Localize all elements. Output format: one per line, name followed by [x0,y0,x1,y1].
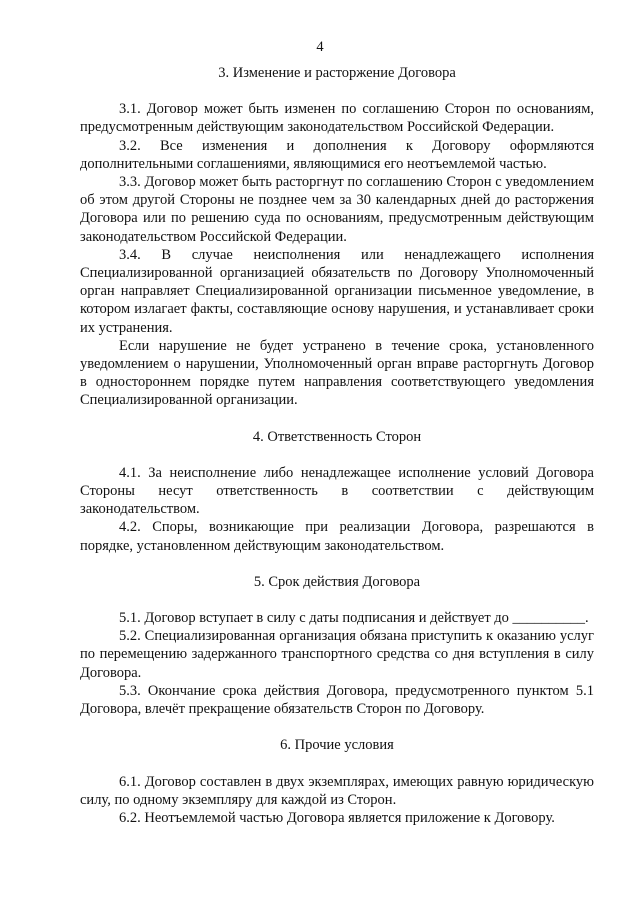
clause-3-2: 3.2. Все изменения и дополнения к Договору оформляются дополнительными соглашениями, являющимися его неотъемлемой частью. [80,137,594,172]
clause-3-3: 3.3. Договор может быть расторгнут по соглашению Сторон с уведомлением об этом другой Стороны не позднее чем за 30 календарных дней до расторжения Договора или по решению суда по основаниям, предусмотренным действующим законодательством Российской Федерации. [80,174,594,245]
section-title: 5. Срок действия Договора [253,573,421,590]
section-title: 4. Ответственность Сторон [252,428,422,445]
section-3-amendment-termination [80,64,594,410]
clause-3-4-continued: Если нарушение не будет устранено в течение срока, установленного уведомлением о нарушении, Уполномоченный орган вправе расторгнуть Договор в одностороннем порядке путем направления соответствующего уведомления Специализированной организации. [80,337,594,409]
section-5-term [80,573,594,718]
section-6-other-terms [80,736,594,827]
clause-3-4: 3.4. В случае неисполнения или ненадлежащего исполнения Специализированной организацией обязательств по Договору Уполномоченный орган направляет Специализированной организации письменное уведомление, в котором излагает факты, составляющие основу нарушения, и устанавливает сроки их устранения. [80,246,594,336]
clause-6-1: 6.1. Договор составлен в двух экземплярах, имеющих равную юридическую силу, по одному экземпляру для каждой из Сторон. [80,773,594,808]
clause-4-2: 4.2. Споры, возникающие при реализации Договора, разрешаются в порядке, установленном действующим законодательством. [80,519,594,554]
clause-5-2: 5.2. Специализированная организация обязана приступить к оказанию услуг по перемещению задержанного транспортного средства со дня вступления в силу Договора. [80,628,594,681]
section-title: 6. Прочие условия [280,737,394,754]
clause-5-3: 5.3. Окончание срока действия Договора, предусмотренного пунктом 5.1 Договора, влечёт прекращение обязательств Сторон по Договору. [80,682,594,718]
clause-5-1: 5.1. Договор вступает в силу с даты подписания и действует до __________. [119,610,589,627]
section-4-liability [80,428,594,555]
clause-3-1: 3.1. Договор может быть изменен по соглашению Сторон по основаниям, предусмотренным действующим законодательством Российской Федерации. [80,101,594,136]
clause-4-1: 4.1. За неисполнение либо ненадлежащее исполнение условий Договора Стороны несут ответственность в соответствии с действующим законодательством. [80,464,594,518]
document-body [80,64,594,845]
page-number: 4 [316,39,324,55]
clause-6-2: 6.2. Неотъемлемой частью Договора является приложение к Договору. [119,809,555,826]
section-title: 3. Изменение и расторжение Договора [218,65,456,81]
